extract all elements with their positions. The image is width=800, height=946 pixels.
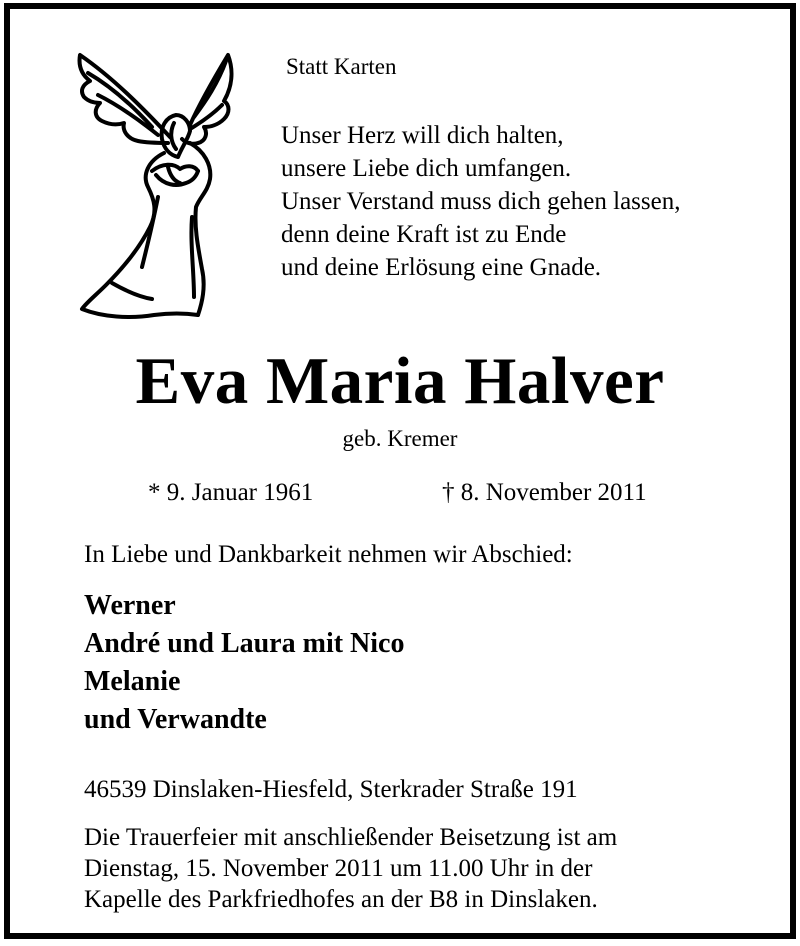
birth-name: geb. Kremer [342, 426, 458, 451]
poem-line: Unser Herz will dich halten, [281, 122, 564, 149]
funeral-service-info [84, 822, 617, 915]
mourner-name: André und Laura mit Nico [84, 628, 405, 659]
poem-line: und deine Erlösung eine Gnade. [281, 254, 602, 281]
mourners-list [84, 587, 404, 739]
header-label: Statt Karten [286, 54, 397, 79]
farewell-line: In Liebe und Dankbarkeit nehmen wir Abschied: [84, 541, 573, 568]
poem-line: unsere Liebe dich umfangen. [281, 155, 572, 182]
angel-icon [72, 47, 234, 321]
poem [281, 119, 680, 284]
mourner-name: und Verwandte [84, 704, 267, 735]
poem-line: Unser Verstand muss dich gehen lassen, [281, 188, 681, 215]
birth-date: * 9. Januar 1961 [148, 479, 314, 506]
service-line: Kapelle des Parkfriedhofes an der B8 in Dinslaken. [84, 886, 598, 913]
mourner-name: Melanie [84, 666, 181, 697]
mourner-name: Werner [84, 590, 176, 621]
deceased-name: Eva Maria Halver [135, 344, 665, 418]
poem-line: denn deine Kraft ist zu Ende [281, 221, 567, 248]
death-date: † 8. November 2011 [442, 479, 647, 506]
service-line: Die Trauerfeier mit anschließender Beisetzung ist am [84, 824, 618, 851]
obituary-notice [4, 3, 796, 939]
service-line: Dienstag, 15. November 2011 um 11.00 Uhr in der [84, 855, 593, 882]
family-address: 46539 Dinslaken-Hiesfeld, Sterkrader Straße 191 [84, 776, 578, 803]
